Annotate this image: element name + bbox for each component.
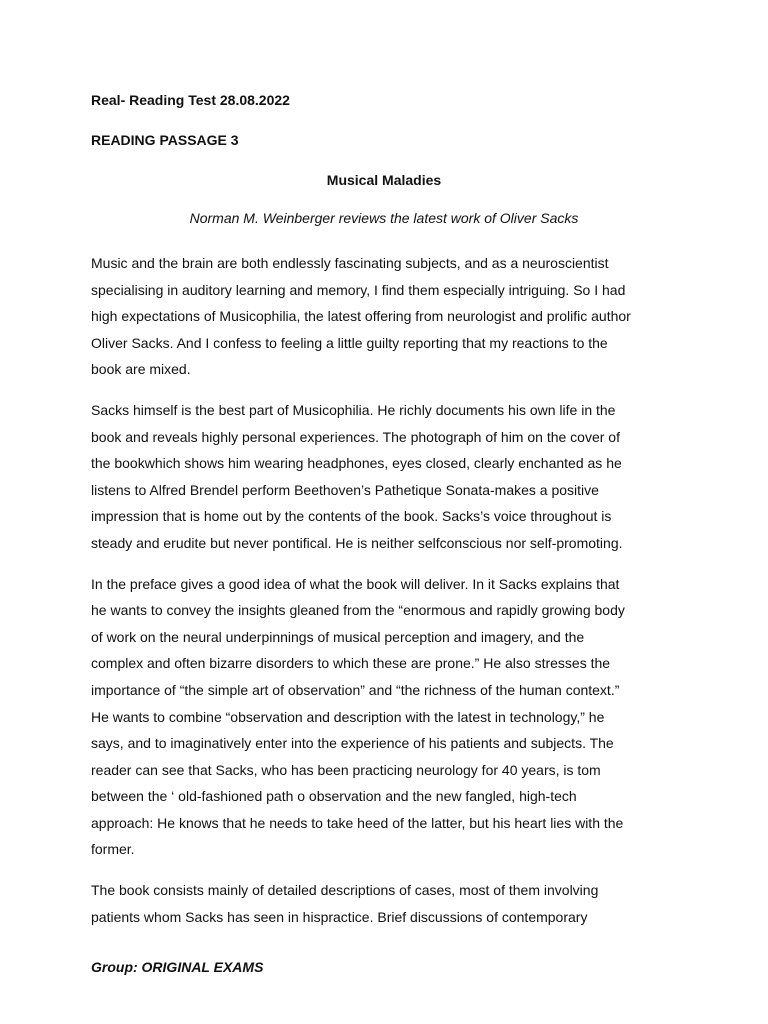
article-body xyxy=(91,250,681,944)
paragraph-2: Sacks himself is the best part of Musicophilia. He richly documents his own life in the book and reveals highly personal experiences. The photograph of him on the cover of the bookwhich shows him wearing headphones, eyes closed, clearly enchanted as he listens to Alfred Brendel perform Beethoven’s Pathetique Sonata-makes a positive impression that is home out by the contents of the book. Sacks’s voice throughout is steady and erudite but never pontifical. He is neither selfconscious nor self-promoting. xyxy=(91,401,623,551)
paragraph-4: The book consists mainly of detailed descriptions of cases, most of them involving patients whom Sacks has seen in hispractice. Brief discussions of contemporary xyxy=(91,882,599,925)
article-title: Musical Maladies xyxy=(326,172,442,188)
footer-group-label: Group: ORIGINAL EXAMS xyxy=(91,959,264,975)
paragraph-3: In the preface gives a good idea of what the book will deliver. In it Sacks explains that he wants to convey the insights gleaned from the “enormous and rapidly growing body of work on the neural underpinnings of musical perception and imagery, and the complex and often bizarre disorders to which these are prone.” He also stresses the importance of “the simple art of observation” and “the richness of the human context.” He wants to combine “observation and description with the latest in technology,” he says, and to imaginatively enter into the experience of his patients and subjects. The reader can see that Sacks, who has been practicing neurology for 40 years, is tom between the ‘ old-fashioned path o observation and the new fangled, high-tech approach: He knows that he needs to take heed of the latter, but his heart lies with the former. xyxy=(91,575,625,858)
paragraph-1: Music and the brain are both endlessly fascinating subjects, and as a neuroscientist specialising in auditory learning and memory, I find them especially intriguing. So I had high expectations of Musicophilia, the latest offering from neurologist and prolific author Oliver Sacks. And I confess to feeling a little guilty reporting that my reactions to the book are mixed. xyxy=(91,255,631,378)
passage-label: READING PASSAGE 3 xyxy=(91,132,239,148)
test-title: Real- Reading Test 28.08.2022 xyxy=(91,92,290,108)
article-byline: Norman M. Weinberger reviews the latest work of Oliver Sacks xyxy=(189,210,579,226)
